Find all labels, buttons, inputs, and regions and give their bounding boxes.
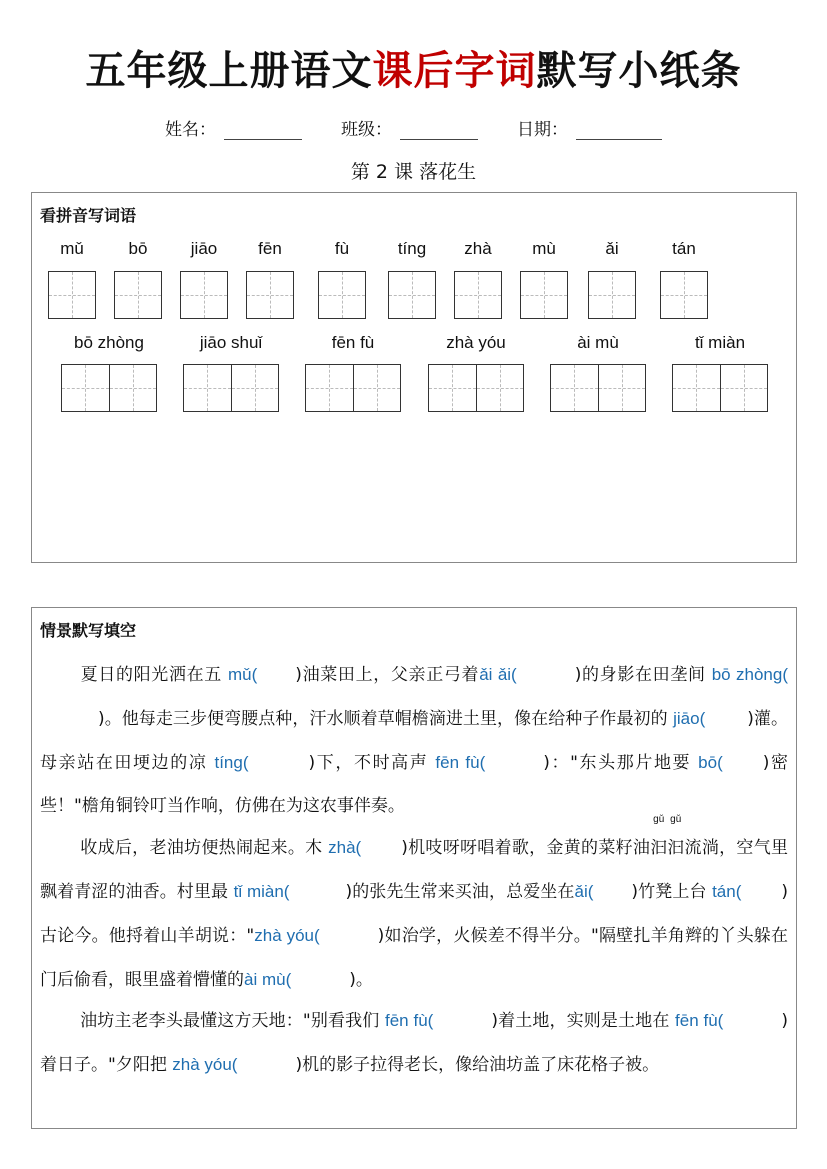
grid-cell[interactable]: [476, 365, 523, 411]
writing-grid-single[interactable]: [180, 271, 228, 319]
ruby-base: 汩: [667, 838, 685, 858]
section-context-fill: [31, 607, 797, 1129]
pinyin-blank: fēn fù(: [384, 1011, 434, 1030]
pinyin-blank: bō zhòng(: [711, 665, 788, 684]
pinyin-label: jiāo shuǐ: [199, 333, 263, 352]
date-field[interactable]: [517, 115, 662, 140]
lesson-title: 第 2 课 落花生: [350, 161, 477, 183]
pinyin-label: ǎi: [605, 239, 619, 258]
name-label: 姓名：: [165, 120, 216, 140]
pinyin-label: fù: [334, 239, 350, 258]
pinyin-label: tǐ miàn: [694, 333, 746, 352]
grid-cell[interactable]: [429, 365, 476, 411]
pinyin-blank: zhà yóu(: [172, 1055, 238, 1074]
text: 流淌，空气里飘着青涩的油香。村里最: [40, 838, 788, 902]
pinyin-label: zhà: [464, 239, 492, 258]
name-field[interactable]: [165, 115, 302, 140]
text: )密些！"檐角铜铃叮当作响，仿佛在为这农事伴奏。: [40, 753, 788, 816]
grid-cell[interactable]: [521, 272, 567, 318]
pinyin-label: bō: [128, 239, 148, 258]
pinyin-blank: fēn fù(: [675, 1011, 724, 1030]
ruby-pinyin: gǔ: [670, 814, 682, 825]
pinyin-blank: mǔ(: [228, 665, 258, 684]
text: )机吱呀呀唱着歌，金黄的菜籽油: [401, 838, 651, 858]
pinyin-blank: fēn fù(: [435, 753, 486, 772]
pinyin-blank: ài mù(: [244, 970, 292, 989]
grid-cell[interactable]: [115, 272, 161, 318]
pinyin-label: mù: [532, 239, 556, 258]
text: 收成后，老油坊便热闹起来。木: [80, 838, 329, 858]
class-field[interactable]: [341, 115, 478, 140]
writing-grid-single[interactable]: [660, 271, 708, 319]
pinyin-label: fēn fù: [331, 333, 375, 352]
writing-grid-word[interactable]: [305, 364, 401, 412]
grid-cell[interactable]: [62, 365, 109, 411]
paragraph-3: [40, 999, 788, 1087]
grid-cell[interactable]: [247, 272, 293, 318]
paragraph-2: [40, 814, 789, 1002]
title-highlight: 课后字词: [372, 47, 537, 94]
writing-grid-single[interactable]: [588, 271, 636, 319]
grid-cell[interactable]: [49, 272, 95, 318]
section-title: 情景默写填空: [40, 621, 137, 640]
pinyin-label: bō zhòng: [74, 333, 144, 352]
pinyin-label: fēn: [258, 239, 282, 258]
writing-grid-word[interactable]: [672, 364, 768, 412]
grid-cell[interactable]: [353, 365, 400, 411]
pinyin-blank: ǎi ǎi(: [479, 665, 517, 684]
writing-grid-word[interactable]: [183, 364, 279, 412]
text: )的身影在田垄间: [574, 665, 712, 685]
text: )着土地，实则是土地在: [491, 1011, 676, 1031]
pinyin-blank: jiāo(: [673, 709, 706, 728]
pinyin-blank: ǎi(: [574, 882, 594, 901]
grid-cell[interactable]: [389, 272, 435, 318]
pinyin-label: zhà yóu: [446, 333, 506, 352]
text: 夏日的阳光洒在五: [80, 665, 229, 685]
pinyin-blank: zhà yóu(: [254, 926, 320, 945]
pinyin-label: ài mù: [577, 333, 619, 352]
pinyin-blank: tíng(: [214, 753, 249, 772]
grid-cell[interactable]: [589, 272, 635, 318]
text: )如治学，火候差不得半分。"隔壁扎羊角辫的丫头躲在门后偷看，眼里盛着懵懂的: [40, 926, 788, 990]
writing-grid-word[interactable]: [428, 364, 524, 412]
date-line[interactable]: [576, 121, 662, 140]
pinyin-label: mǔ: [60, 239, 84, 258]
page-title: [0, 46, 827, 96]
ruby-char: [667, 814, 685, 870]
text: )油菜田上，父亲正弓着: [295, 665, 480, 685]
grid-cell[interactable]: [109, 365, 156, 411]
text: )古论今。他捋着山羊胡说：": [40, 882, 789, 946]
writing-grid-single[interactable]: [454, 271, 502, 319]
grid-cell[interactable]: [673, 365, 720, 411]
pinyin-blank: tán(: [712, 882, 742, 901]
pinyin-blank: zhà(: [328, 838, 362, 857]
writing-grid-single[interactable]: [520, 271, 568, 319]
writing-grid-single[interactable]: [48, 271, 96, 319]
title-part-2: 默写小纸条: [536, 47, 742, 94]
section-pinyin-writing: [31, 192, 797, 563]
ruby-char: [650, 814, 668, 870]
text: )。: [349, 970, 373, 990]
pinyin-blank: tǐ miàn(: [233, 882, 290, 901]
text: )着日子。"夕阳把: [40, 1011, 788, 1075]
text: )："东头那片地要: [543, 753, 699, 773]
writing-grid-single[interactable]: [318, 271, 366, 319]
section-title: 看拼音写词语: [40, 206, 137, 225]
writing-grid-word[interactable]: [550, 364, 646, 412]
grid-cell[interactable]: [319, 272, 365, 318]
grid-cell[interactable]: [306, 365, 353, 411]
pinyin-blank: bō(: [698, 753, 723, 772]
paragraph-1: [40, 653, 788, 828]
ruby-pinyin: gǔ: [653, 814, 665, 825]
writing-grid-word[interactable]: [61, 364, 157, 412]
pinyin-label: jiāo: [190, 239, 218, 258]
writing-grid-single[interactable]: [246, 271, 294, 319]
ruby-base: 汩: [650, 838, 668, 858]
pinyin-label: tíng: [397, 239, 427, 258]
text: )下，不时高声: [308, 753, 436, 773]
class-label: 班级：: [341, 120, 392, 140]
grid-cell[interactable]: [661, 272, 707, 318]
text: )灌。母亲站在田埂边的凉: [40, 709, 788, 773]
title-part-1: 五年级上册语文: [85, 47, 373, 94]
date-label: 日期：: [517, 120, 568, 140]
text: )的张先生常来买油，总爱坐在: [345, 882, 575, 902]
text: )机的影子拉得老长，像给油坊盖了床花格子被。: [295, 1055, 660, 1075]
class-line[interactable]: [400, 121, 478, 140]
pinyin-label: tán: [672, 239, 696, 258]
grid-cell[interactable]: [551, 365, 598, 411]
text: )。他每走三步便弯腰点种，汗水顺着草帽檐滴进土里，像在给种子作最初的: [98, 709, 674, 729]
name-line[interactable]: [224, 121, 302, 140]
grid-cell[interactable]: [455, 272, 501, 318]
grid-cell[interactable]: [184, 365, 231, 411]
writing-grid-single[interactable]: [388, 271, 436, 319]
grid-cell[interactable]: [598, 365, 645, 411]
student-info: [0, 115, 827, 139]
grid-cell[interactable]: [181, 272, 227, 318]
text: 油坊主老李头最懂这方天地："别看我们: [80, 1011, 385, 1031]
grid-cell[interactable]: [231, 365, 278, 411]
grid-cell[interactable]: [720, 365, 767, 411]
text: )竹凳上台: [631, 882, 713, 902]
writing-grid-single[interactable]: [114, 271, 162, 319]
